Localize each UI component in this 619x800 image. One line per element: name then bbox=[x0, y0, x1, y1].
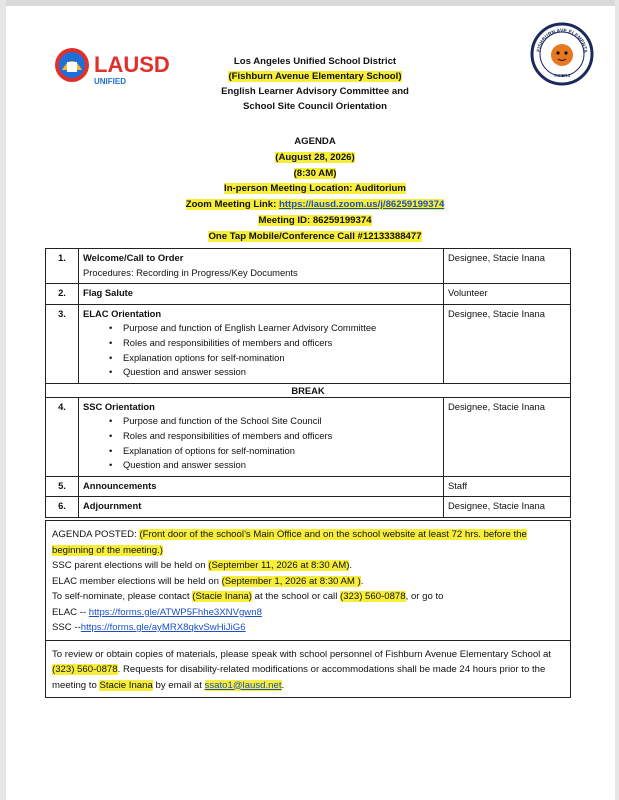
item-number: 2. bbox=[46, 284, 79, 305]
agenda-row bbox=[46, 497, 571, 518]
break-label: BREAK bbox=[46, 383, 571, 397]
list-item: • Question and answer session bbox=[109, 458, 439, 473]
item-title: Flag Salute bbox=[79, 284, 444, 305]
item-title: ELAC Orientation bbox=[83, 307, 162, 319]
contact-email-link[interactable]: ssato1@lausd.net bbox=[204, 679, 282, 691]
item-presenter: Designee, Stacie Inana bbox=[444, 249, 571, 284]
list-item: • Explanation of options for self-nomination bbox=[109, 444, 439, 459]
review-end: . bbox=[281, 679, 285, 691]
bullet-list bbox=[83, 321, 439, 379]
nominate-prefix: To self-nominate, please contact bbox=[52, 591, 193, 602]
list-item: • Roles and responsibilities of members and officers bbox=[109, 336, 439, 351]
header-line-4: School Site Council Orientation bbox=[243, 101, 387, 112]
tiger-face bbox=[551, 44, 573, 66]
agenda-label: AGENDA bbox=[294, 136, 336, 147]
item-title: Adjournment bbox=[79, 497, 444, 518]
elac-form-line bbox=[52, 605, 564, 621]
review-section bbox=[46, 640, 570, 698]
ssc-election-prefix: SSC parent elections will be held on bbox=[52, 560, 209, 571]
item-number: 6. bbox=[46, 497, 79, 518]
list-item: • Explanation options for self-nomination bbox=[109, 351, 439, 366]
one-tap-number: One Tap Mobile/Conference Call #12133388477 bbox=[208, 230, 422, 242]
item-presenter: Designee, Stacie Inana bbox=[444, 397, 571, 476]
document-header bbox=[140, 54, 490, 114]
contact-phone: (323) 560-0878 bbox=[340, 591, 406, 602]
item-subtitle: Procedures: Recording in Progress/Key Documents bbox=[83, 266, 298, 278]
posted-text: (Front door of the school’s Main Office and on the school website at least 72 hrs. before the beginning of the meeting.) bbox=[52, 529, 527, 556]
review-contact-name: Stacie Inana bbox=[99, 679, 153, 691]
agenda-row bbox=[46, 304, 571, 383]
ssc-form-label: SSC -- bbox=[52, 622, 81, 633]
agenda-row bbox=[46, 249, 571, 284]
lausd-logo-book bbox=[67, 62, 77, 72]
agenda-row bbox=[46, 284, 571, 305]
ssc-election-suffix: . bbox=[349, 560, 353, 571]
posting-paragraph bbox=[52, 527, 564, 558]
break-row bbox=[46, 383, 571, 397]
agenda-table bbox=[45, 248, 571, 518]
item-title: Announcements bbox=[79, 476, 444, 497]
bullet-list bbox=[83, 414, 439, 472]
window-top-edge bbox=[0, 0, 619, 6]
elac-election-suffix: . bbox=[360, 575, 364, 587]
agenda-row bbox=[46, 476, 571, 497]
lausd-logo-subtext: UNIFIED bbox=[94, 77, 126, 86]
window-left-edge bbox=[0, 0, 6, 800]
item-title: Welcome/Call to Order bbox=[83, 252, 184, 263]
item-number: 5. bbox=[46, 476, 79, 497]
seal-bottom-text: TIGERS bbox=[553, 73, 571, 78]
item-presenter: Volunteer bbox=[444, 284, 571, 305]
agenda-row bbox=[46, 397, 571, 476]
item-number: 4. bbox=[46, 397, 79, 476]
list-item: • Purpose and function of the School Site Council bbox=[109, 414, 439, 429]
school-name: (Fishburn Avenue Elementary School) bbox=[228, 71, 402, 82]
ssc-election-line bbox=[52, 558, 564, 574]
meeting-date: (August 28, 2026) bbox=[275, 151, 355, 163]
item-presenter: Designee, Stacie Inana bbox=[444, 304, 571, 383]
nominate-suffix: , or go to bbox=[405, 591, 444, 602]
posted-label: AGENDA POSTED: bbox=[52, 529, 140, 540]
review-suffix: by email at bbox=[152, 679, 202, 691]
zoom-link[interactable]: https://lausd.zoom.us/j/86259199374 bbox=[278, 199, 445, 211]
item-title: SSC Orientation bbox=[83, 400, 155, 412]
ssc-form-link[interactable]: https://forms.gle/ayMRX8qkvSwHiJiG6 bbox=[80, 622, 246, 633]
list-item: • Question and answer session bbox=[109, 365, 439, 380]
elac-form-link[interactable]: https://forms.gle/ATWP5Fhhe3XNVgwn8 bbox=[88, 606, 262, 618]
window-right-edge bbox=[615, 0, 619, 800]
review-phone: (323) 560-0878 bbox=[52, 664, 118, 675]
zoom-label: Zoom Meeting Link: bbox=[185, 199, 279, 211]
nominate-mid: at the school or call bbox=[252, 591, 340, 602]
meeting-time: (8:30 AM) bbox=[293, 167, 337, 179]
list-item: • Roles and responsibilities of members and officers bbox=[109, 429, 439, 444]
seal-text: FISHBURN AVE ELEMENTA bbox=[536, 27, 589, 54]
item-number: 1. bbox=[46, 249, 79, 284]
elac-form-label: ELAC -- bbox=[52, 606, 89, 618]
elac-election-prefix: ELAC member elections will be held on bbox=[52, 575, 222, 587]
header-line-3: English Learner Advisory Committee and bbox=[221, 86, 409, 97]
meeting-location: In-person Meeting Location: Auditorium bbox=[224, 183, 406, 195]
district-name: Los Angeles Unified School District bbox=[233, 56, 397, 67]
self-nominate-line bbox=[52, 589, 564, 605]
posting-section bbox=[46, 521, 570, 640]
elac-election-line bbox=[52, 574, 564, 590]
ssc-form-line bbox=[52, 620, 564, 636]
review-mid: . Requests for disability-related modifications or accommodations shall be made 24 hours prior to the meeting to bbox=[52, 664, 546, 691]
school-seal-logo bbox=[530, 22, 594, 86]
notice-box bbox=[45, 520, 571, 698]
ssc-election-date: (September 11, 2026 at 8:30 AM) bbox=[208, 560, 350, 571]
meeting-id: Meeting ID: 86259199374 bbox=[258, 214, 372, 226]
meeting-details bbox=[120, 134, 510, 245]
item-number: 3. bbox=[46, 304, 79, 383]
item-presenter: Staff bbox=[444, 476, 571, 497]
list-item: • Purpose and function of English Learner Advisory Committee bbox=[109, 321, 439, 336]
review-prefix: To review or obtain copies of materials, please speak with school personnel of Fishburn Avenue Elementary School at bbox=[52, 648, 551, 660]
lausd-logo-text: LAUSD bbox=[94, 52, 170, 77]
elac-election-date: (September 1, 2026 at 8:30 AM ) bbox=[221, 575, 361, 587]
item-presenter: Designee, Stacie Inana bbox=[444, 497, 571, 518]
contact-name: (Stacie Inana) bbox=[192, 591, 252, 602]
